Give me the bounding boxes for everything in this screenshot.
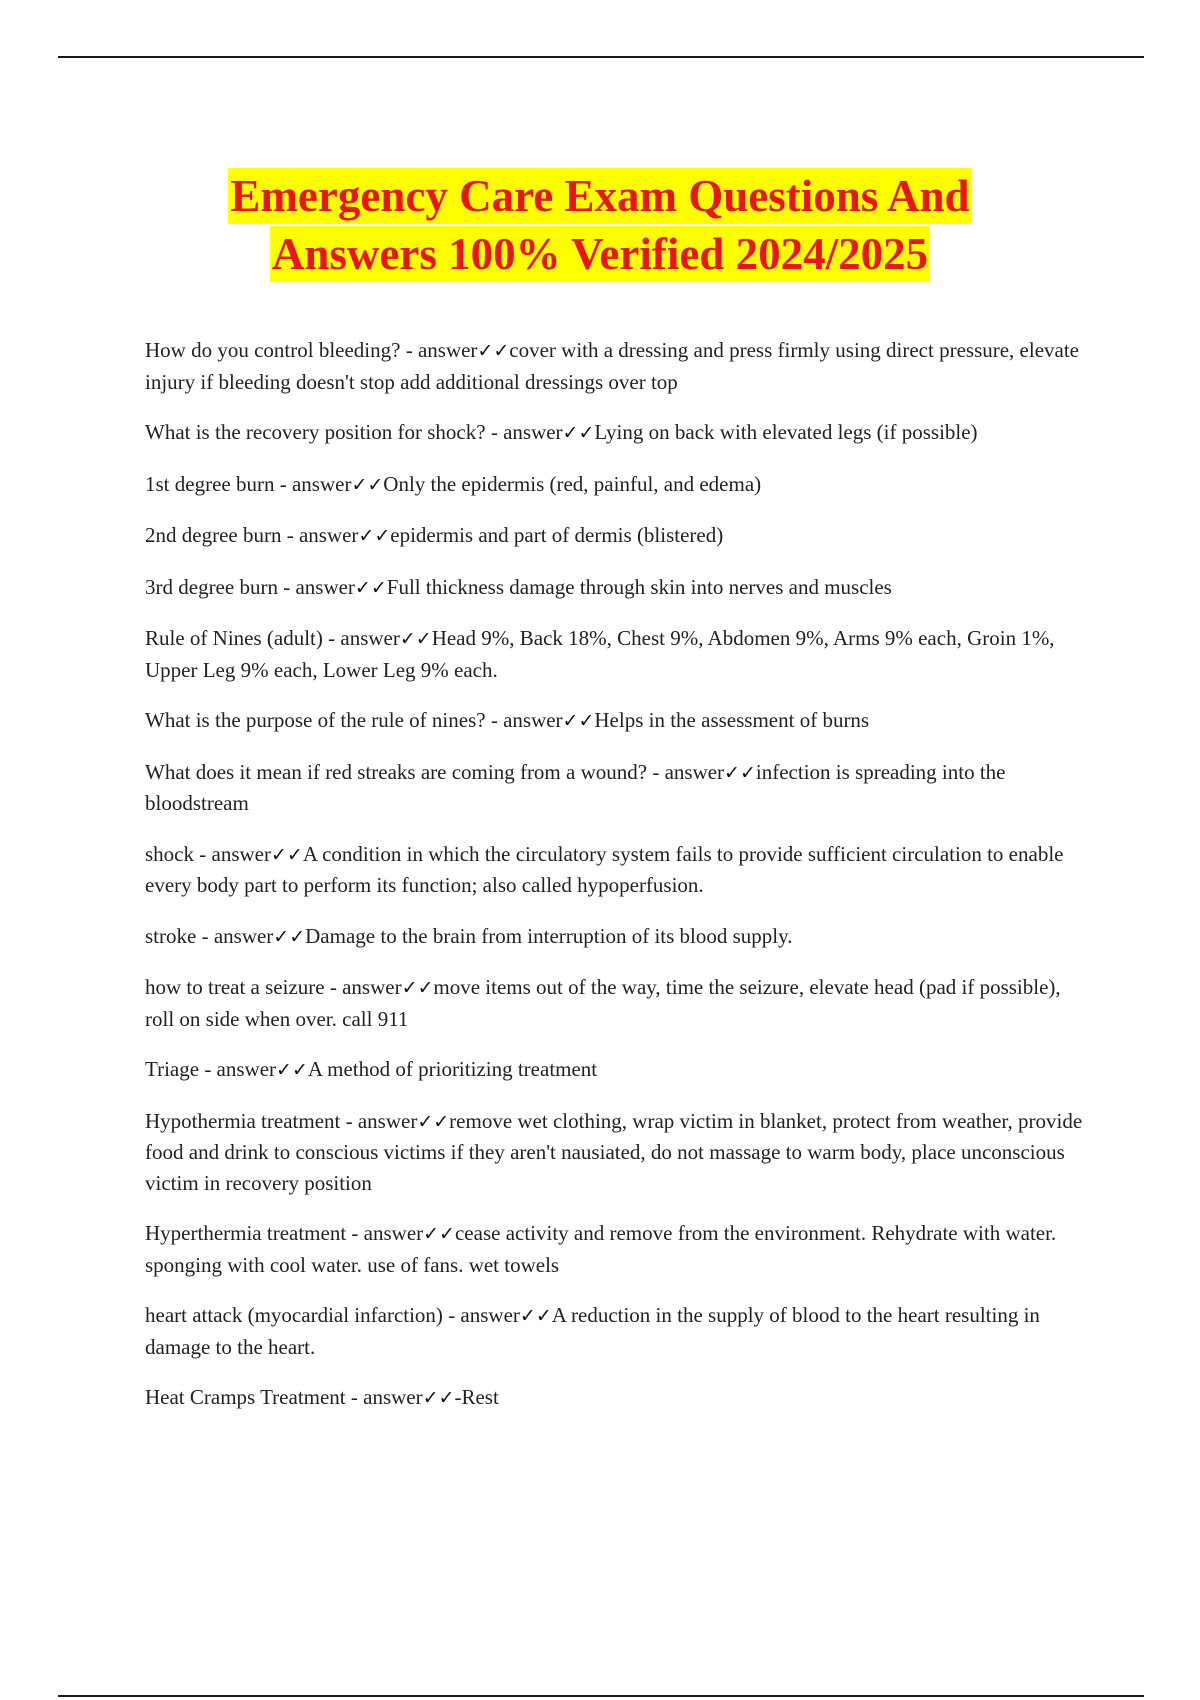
question-text: What does it mean if red streaks are coming from a wound? (145, 759, 648, 784)
qa-item (145, 1382, 1090, 1414)
qa-item (145, 1106, 1090, 1199)
answer-text: A method of prioritizing treatment (307, 1057, 598, 1081)
check-icon: ✓✓ (562, 422, 595, 444)
answer-label: - answer (196, 923, 274, 948)
question-text: Triage (145, 1057, 200, 1081)
answer-text: Full thickness damage through skin into nerves and muscles (386, 574, 892, 599)
qa-item (145, 921, 1090, 953)
answer-label: - answer (281, 523, 359, 547)
check-icon: ✓✓ (358, 525, 391, 547)
title-line-2: Answers 100% Verified 2024/2025 (270, 226, 930, 282)
qa-item (145, 757, 1090, 819)
question-text: how to treat a seizure (145, 975, 325, 999)
qa-item (145, 1218, 1090, 1280)
question-text: Hypothermia treatment (145, 1108, 341, 1133)
check-icon: ✓✓ (351, 473, 384, 496)
answer-label: - answer (647, 759, 725, 784)
answer-label: - answer (346, 1221, 424, 1245)
check-icon: ✓✓ (401, 977, 434, 999)
answer-text: cover with a dressing and press firmly using direct pressure, elevate injury if bleeding doesn't stop add additional dressings over top (145, 338, 1080, 394)
answer-text: Head 9%, Back 18%, Chest 9%, Abdomen 9%, Arms 9% each, Groin 1%, Upper Leg 9% each, Lower Leg 9% each. (145, 626, 1055, 682)
answer-label: - answer (322, 626, 400, 650)
document-title (0, 168, 1200, 282)
question-text: heart attack (myocardial infarction) (145, 1303, 443, 1327)
answer-text: A reduction in the supply of blood to the heart resulting in damage to the heart. (145, 1303, 1040, 1359)
title-line-1: Emergency Care Exam Questions And (228, 168, 971, 224)
qa-item (145, 839, 1090, 901)
question-text: shock (145, 841, 194, 866)
check-icon: ✓✓ (423, 1223, 455, 1245)
answer-text: -Rest (454, 1385, 499, 1409)
check-icon: ✓✓ (354, 576, 387, 599)
qa-item (145, 623, 1090, 685)
answer-text: infection is spreading into the bloodstream (145, 759, 1006, 815)
answer-text: Damage to the brain from interruption of its blood supply. (305, 923, 793, 948)
qa-item (145, 572, 1090, 604)
answer-label: - answer (485, 420, 563, 444)
answer-label: - answer (199, 1057, 277, 1081)
answer-label: - answer (194, 841, 271, 866)
answer-text: cease activity and remove from the environment. Rehydrate with water. sponging with cool water. use of fans. wet towels (145, 1221, 1057, 1277)
question-text: 1st degree burn (145, 471, 275, 496)
check-icon: ✓✓ (477, 340, 510, 362)
qa-list (145, 335, 1090, 1434)
answer-label: - answer (277, 574, 355, 599)
qa-item (145, 469, 1090, 501)
answer-label: - answer (345, 1385, 423, 1409)
answer-text: A condition in which the circulatory system fails to provide sufficient circulation to enable every body part to perform its function; also called hypoperfusion. (145, 841, 1064, 897)
check-icon: ✓✓ (519, 1305, 552, 1327)
check-icon: ✓✓ (422, 1387, 455, 1409)
question-text: 2nd degree burn (145, 523, 282, 547)
check-icon: ✓✓ (724, 761, 756, 784)
footer-rule (58, 1695, 1144, 1697)
check-icon: ✓✓ (417, 1110, 450, 1133)
answer-text: Only the epidermis (red, painful, and edema) (383, 471, 762, 496)
answer-label: - answer (485, 708, 563, 732)
answer-text: Helps in the assessment of burns (594, 708, 870, 732)
qa-item (145, 335, 1090, 397)
check-icon: ✓✓ (270, 843, 303, 866)
answer-text: Lying on back with elevated legs (if possible) (594, 420, 978, 444)
qa-item (145, 1300, 1090, 1362)
check-icon: ✓✓ (562, 710, 595, 732)
qa-item (145, 417, 1090, 449)
question-text: What is the recovery position for shock? (145, 420, 486, 444)
check-icon: ✓✓ (276, 1059, 308, 1081)
answer-label: - answer (400, 338, 478, 362)
question-text: stroke (145, 923, 197, 948)
check-icon: ✓✓ (399, 628, 432, 650)
answer-text: epidermis and part of dermis (blistered) (390, 523, 724, 547)
question-text: What is the purpose of the rule of nines? (145, 708, 486, 732)
answer-label: - answer (442, 1303, 520, 1327)
qa-item (145, 705, 1090, 737)
qa-item (145, 972, 1090, 1034)
question-text: How do you control bleeding? (145, 338, 401, 362)
question-text: Heat Cramps Treatment (145, 1385, 346, 1409)
answer-text: move items out of the way, time the seizure, elevate head (pad if possible), roll on side when over. call 911 (145, 975, 1061, 1031)
qa-item (145, 520, 1090, 552)
question-text: Rule of Nines (adult) (145, 626, 323, 650)
question-text: Hyperthermia treatment (145, 1221, 347, 1245)
qa-item (145, 1054, 1090, 1086)
answer-text: remove wet clothing, wrap victim in blanket, protect from weather, provide food and drink to conscious victims if they aren't nausiated, do not massage to warm body, place unconscious victim in recovery position (145, 1108, 1083, 1195)
answer-label: - answer (324, 975, 402, 999)
question-text: 3rd degree burn (145, 574, 278, 599)
check-icon: ✓✓ (273, 925, 306, 948)
answer-label: - answer (340, 1108, 418, 1133)
answer-label: - answer (274, 471, 352, 496)
header-rule (58, 56, 1144, 58)
